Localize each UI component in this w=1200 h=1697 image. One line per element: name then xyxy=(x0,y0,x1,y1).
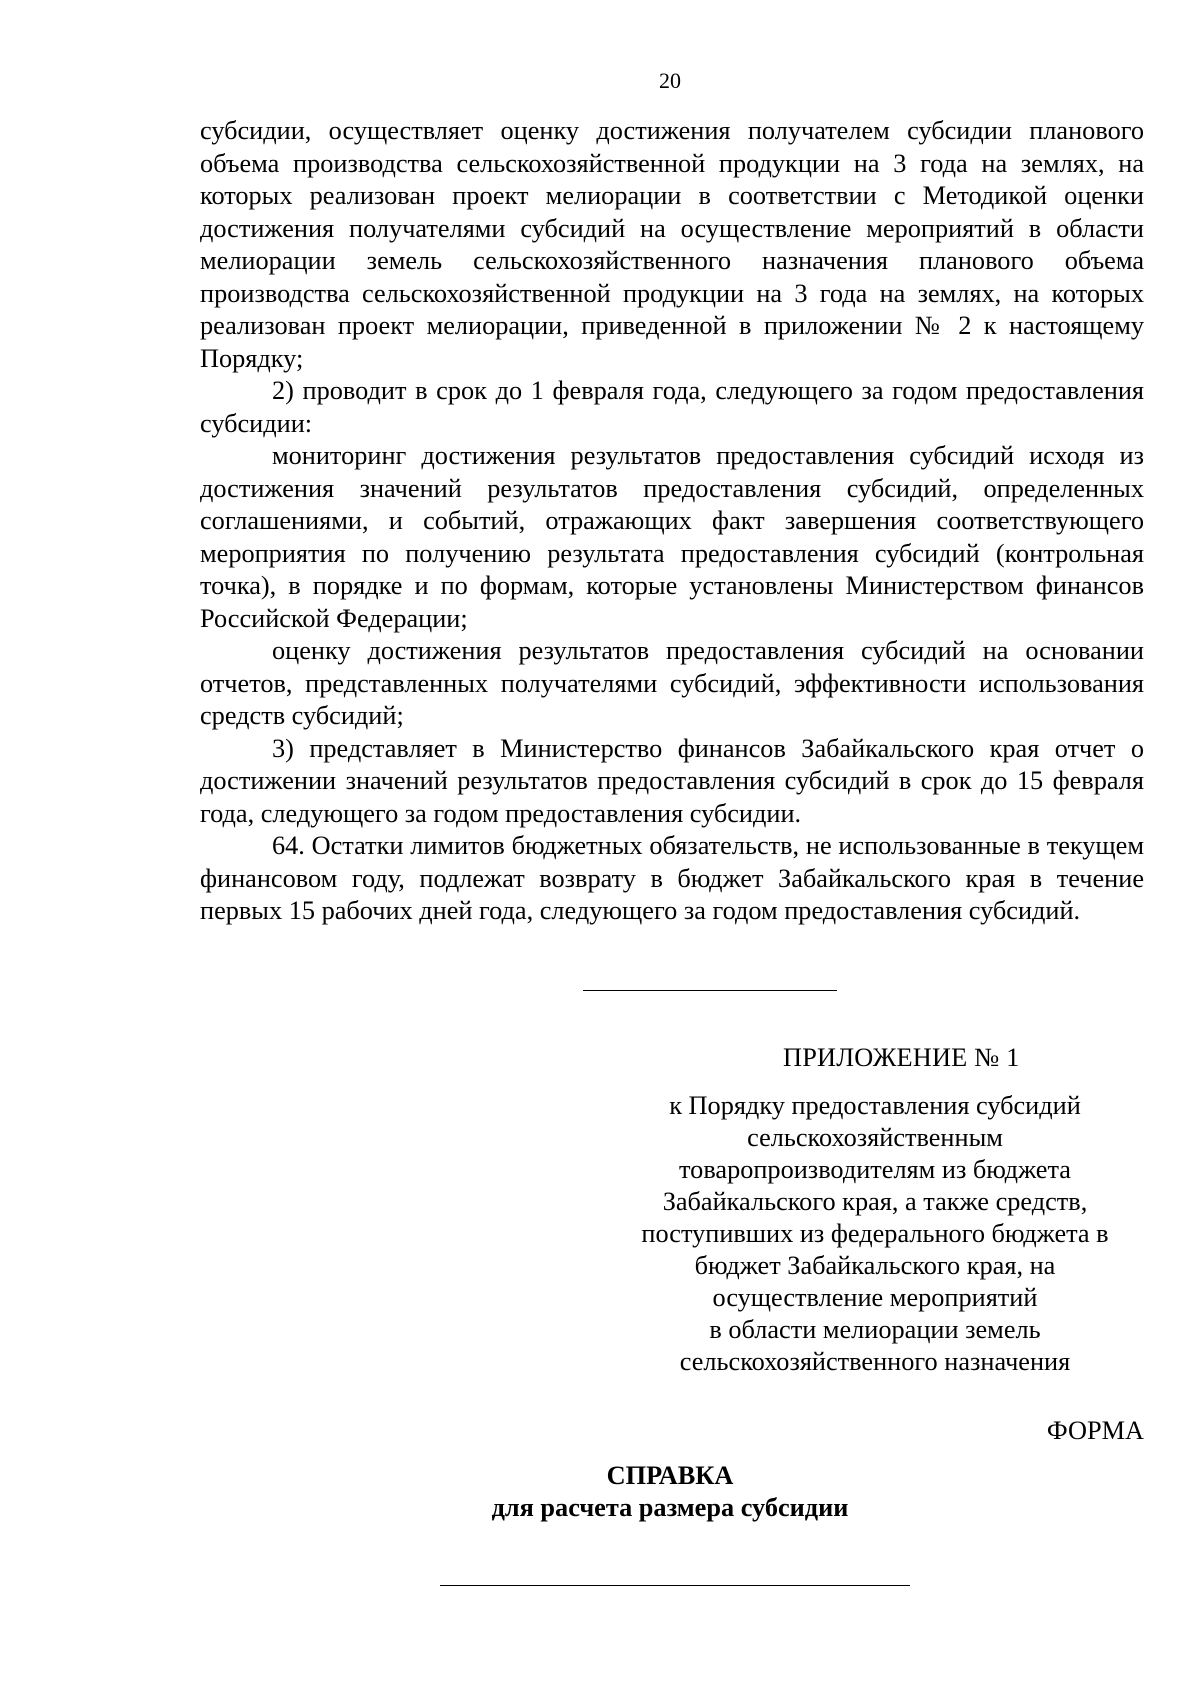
separator-line xyxy=(583,990,837,991)
paragraph: 2) проводит в срок до 1 февраля года, следующего за годом предоставления субсидии: xyxy=(200,376,1144,438)
appendix-line: в области мелиорации земель xyxy=(709,1315,1041,1344)
heading-subtitle: для расчета размера субсидии xyxy=(491,1493,849,1522)
form-label: ФОРМА xyxy=(1046,1416,1144,1445)
paragraph: 3) представляет в Министерство финансов Забайкальского края отчет о достижении значений результатов предоставления субсидий в срок до 15 февраля года, следующего за годом предоставления субсидии. xyxy=(200,733,1144,828)
paragraph: 64. Остатки лимитов бюджетных обязательств, не использованные в текущем финансовом году, подлежат возврату в бюджет Забайкальского края в течение первых 15 рабочих дней года, следующего за годом предоставления субсидий. xyxy=(200,831,1144,925)
appendix-line: сельскохозяйственным xyxy=(747,1123,1003,1152)
appendix-line: к Порядку предоставления субсидий xyxy=(669,1091,1081,1120)
appendix-line: осуществление мероприятий xyxy=(712,1283,1038,1312)
paragraph: оценку достижения результатов предоставления субсидий на основании отчетов, представленных получателями субсидий, эффективности использования средств субсидий; xyxy=(200,636,1144,730)
appendix-reference xyxy=(610,1090,1140,1378)
page-number: 20 xyxy=(659,68,681,93)
appendix-line: Забайкальского края, а также средств, xyxy=(662,1187,1088,1216)
appendix-line: товаропроизводителям из бюджета xyxy=(679,1155,1071,1184)
heading-title: СПРАВКА xyxy=(606,1461,734,1490)
paragraph: мониторинг достижения результатов предоставления субсидий исходя из достижения значений результатов предоставления субсидий, определенных соглашениями, и событий, отражающих факт завершения соответствующего мероприятия по получению результата предоставления субсидий (контрольная точка), в порядке и по формам, которые установлены Министерством финансов Российской Федерации; xyxy=(200,441,1144,633)
appendix-title: ПРИЛОЖЕНИЕ № 1 xyxy=(783,1043,1020,1072)
appendix-line: сельскохозяйственного назначения xyxy=(679,1347,1071,1376)
paragraph: субсидии, осуществляет оценку достижения получателем субсидии планового объема производства сельскохозяйственной продукции на 3 года на землях, на которых реализован проект мелиорации в соответствии с Методикой оценки достижения получателями субсидий на осуществление мероприятий в области мелиорации земель сельскохозяйственного назначения планового объема производства сельскохозяйственной продукции на 3 года на землях, на которых реализован проект мелиорации, приведенной в приложении № 2 к настоящему Порядку; xyxy=(200,116,1144,373)
document-heading xyxy=(0,1460,1200,1524)
appendix-line: поступивших из федерального бюджета в xyxy=(641,1219,1109,1248)
separator-line xyxy=(440,1585,910,1586)
appendix-line: бюджет Забайкальского края, на xyxy=(694,1251,1056,1280)
body-text xyxy=(200,115,1144,928)
